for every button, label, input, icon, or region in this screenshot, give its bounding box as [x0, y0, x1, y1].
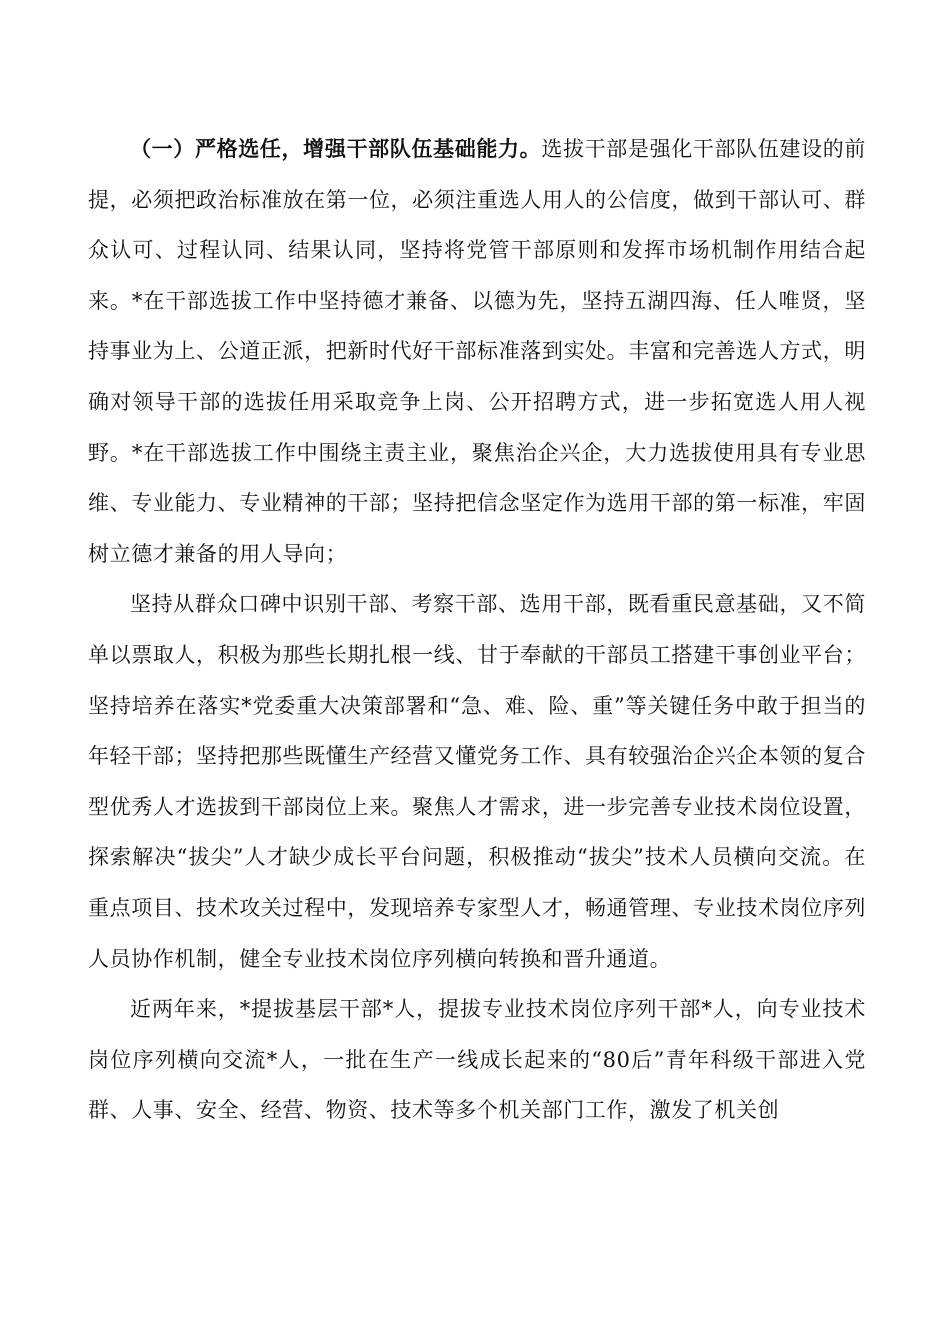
paragraph-1 [88, 124, 866, 579]
paragraph-text: 坚持从群众口碑中识别干部、考察干部、选用干部，既看重民意基础，又不简单以票取人，积极为那些长期扎根一线、甘于奉献的干部员工搭建干事创业平台；坚持培养在落实*党委重大决策部署和“急、难、险、重”等关键任务中敢于担当的年轻干部；坚持把那些既懂生产经营又懂党务工作、具有较强治企兴企本领的复合型优秀人才选拔到干部岗位上来。聚焦人才需求，进一步完善专业技术岗位设置，探索解决“拔尖”人才缺少成长平台问题，积极推动“拔尖”技术人员横向交流。在重点项目、技术攻关过程中，发现培养专家型人才，畅通管理、专业技术岗位序列人员协作机制，健全专业技术岗位序列横向转换和晋升通道。 [88, 592, 866, 971]
section-heading: （一）严格选任，增强干部队伍基础能力。 [130, 136, 542, 161]
document-body [88, 124, 866, 1136]
paragraph-text: 近两年来，*提拔基层干部*人，提拔专业技术岗位序列干部*人，向专业技术岗位序列横向交流*人，一批在生产一线成长起来的“80后”青年科级干部进入党群、人事、安全、经营、物资、技术等多个机关部门工作，激发了机关创 [88, 997, 866, 1123]
paragraph-text: 选拔干部是强化干部队伍建设的前提，必须把政治标准放在第一位，必须注重选人用人的公信度，做到干部认可、群众认可、过程认同、结果认同，坚持将党管干部原则和发挥市场机制作用结合起来。*在干部选拔工作中坚持德才兼备、以德为先，坚持五湖四海、任人唯贤，坚持事业为上、公道正派，把新时代好干部标准落到实处。丰富和完善选人方式，明确对领导干部的选拔任用采取竞争上岗、公开招聘方式，进一步拓宽选人用人视野。*在干部选拔工作中围绕主责主业，聚焦治企兴企，大力选拔使用具有专业思维、专业能力、专业精神的干部；坚持把信念坚定作为选用干部的第一标准，牢固树立德才兼备的用人导向； [88, 137, 867, 566]
paragraph-2 [88, 579, 866, 984]
paragraph-3 [88, 984, 866, 1136]
